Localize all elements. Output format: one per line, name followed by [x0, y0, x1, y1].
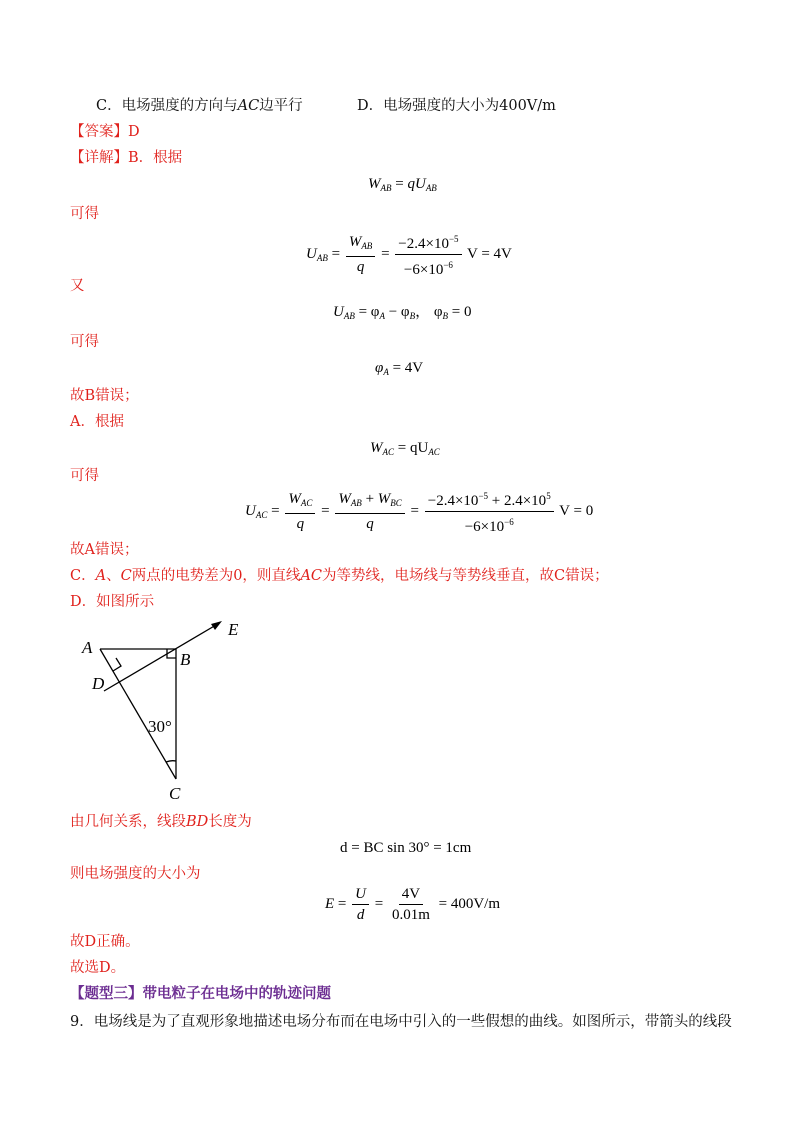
text-b-wrong: 故B错误；	[70, 388, 139, 404]
option-d: D．电场强度的大小为400V/m	[357, 98, 556, 114]
equation-1: $W_{AB} = qU_{AB}$	[368, 176, 437, 193]
label-e: E	[228, 620, 239, 639]
text-c-line: C．A、C两点的电势差为0，则直线AC为等势线，电场线与等势线垂直，故C错误；	[70, 568, 609, 584]
segment-ac	[100, 649, 176, 779]
right-angle-mark-d	[113, 658, 121, 671]
equation-2: $U_{AB}$ = $\frac{W_{AB}}{q}$ = $\frac{-2.4\times 10^{-5}}{-6\times 10^{-6}}$ V = 4V	[306, 230, 606, 274]
question-9: 9．电场线是为了直观形象地描述电场分布而在电场中引入的一些假想的曲线。如图所示，带箭头的线段	[70, 1014, 732, 1030]
answer-label: 【答案】	[70, 124, 128, 140]
text-kede-2: 可得	[70, 334, 99, 350]
text-geo: 由几何关系，线段BD长度为	[70, 814, 252, 830]
text-a-wrong: 故A错误；	[70, 542, 139, 558]
text-a-intro: A．根据	[70, 414, 124, 430]
label-d: D	[92, 674, 105, 693]
equation-6: $U_{AC}$ = $\frac{W_{AC}}{q}$ = $\frac{W_{AB} + W_{BC}}{q}$ = $\frac{-2.4\times 10^{-5} + 2.4\times 10^5}{-6\times 10^{-6}}$ V = 0	[245, 487, 665, 531]
text-choose: 故选D。	[70, 960, 126, 976]
option-c: C．电场强度的方向与AC边平行	[96, 98, 303, 114]
answer-value: D	[128, 124, 140, 140]
answer-line	[70, 122, 370, 142]
text-kede-3: 可得	[70, 468, 99, 484]
text-you: 又	[70, 278, 85, 294]
label-c: C	[169, 784, 181, 803]
equation-5: $W_{AC} = qU_{AC}$	[370, 440, 440, 457]
text-e-intro: 则电场强度的大小为	[70, 866, 201, 882]
text-d-intro: D．如图所示	[70, 594, 155, 610]
equation-3: $U_{AB} = \varphi_A - \varphi_B$， $\varphi_B = 0$	[333, 304, 472, 321]
text-d-right: 故D正确。	[70, 934, 140, 950]
geometry-figure	[70, 615, 270, 805]
equation-7: d = BC sin 30° = 1cm	[340, 840, 472, 856]
detail-label: 【详解】	[70, 150, 128, 166]
text-kede-1: 可得	[70, 206, 99, 222]
label-b: B	[180, 650, 191, 669]
label-angle: 30°	[148, 717, 172, 736]
label-a: A	[82, 638, 93, 657]
field-line-e	[104, 625, 216, 691]
equation-4: $\varphi_A = 4V$	[375, 360, 424, 377]
equation-8: E = $\frac{U}{d}$ = $\frac{4V}{0.01m}$ = 400V/m	[325, 886, 501, 924]
detail-line: 【详解】B．根据	[70, 150, 183, 166]
angle-arc-c	[166, 761, 176, 762]
arrow-head-e	[211, 621, 222, 630]
section-title: 【题型三】带电粒子在电场中的轨迹问题	[70, 985, 331, 1002]
